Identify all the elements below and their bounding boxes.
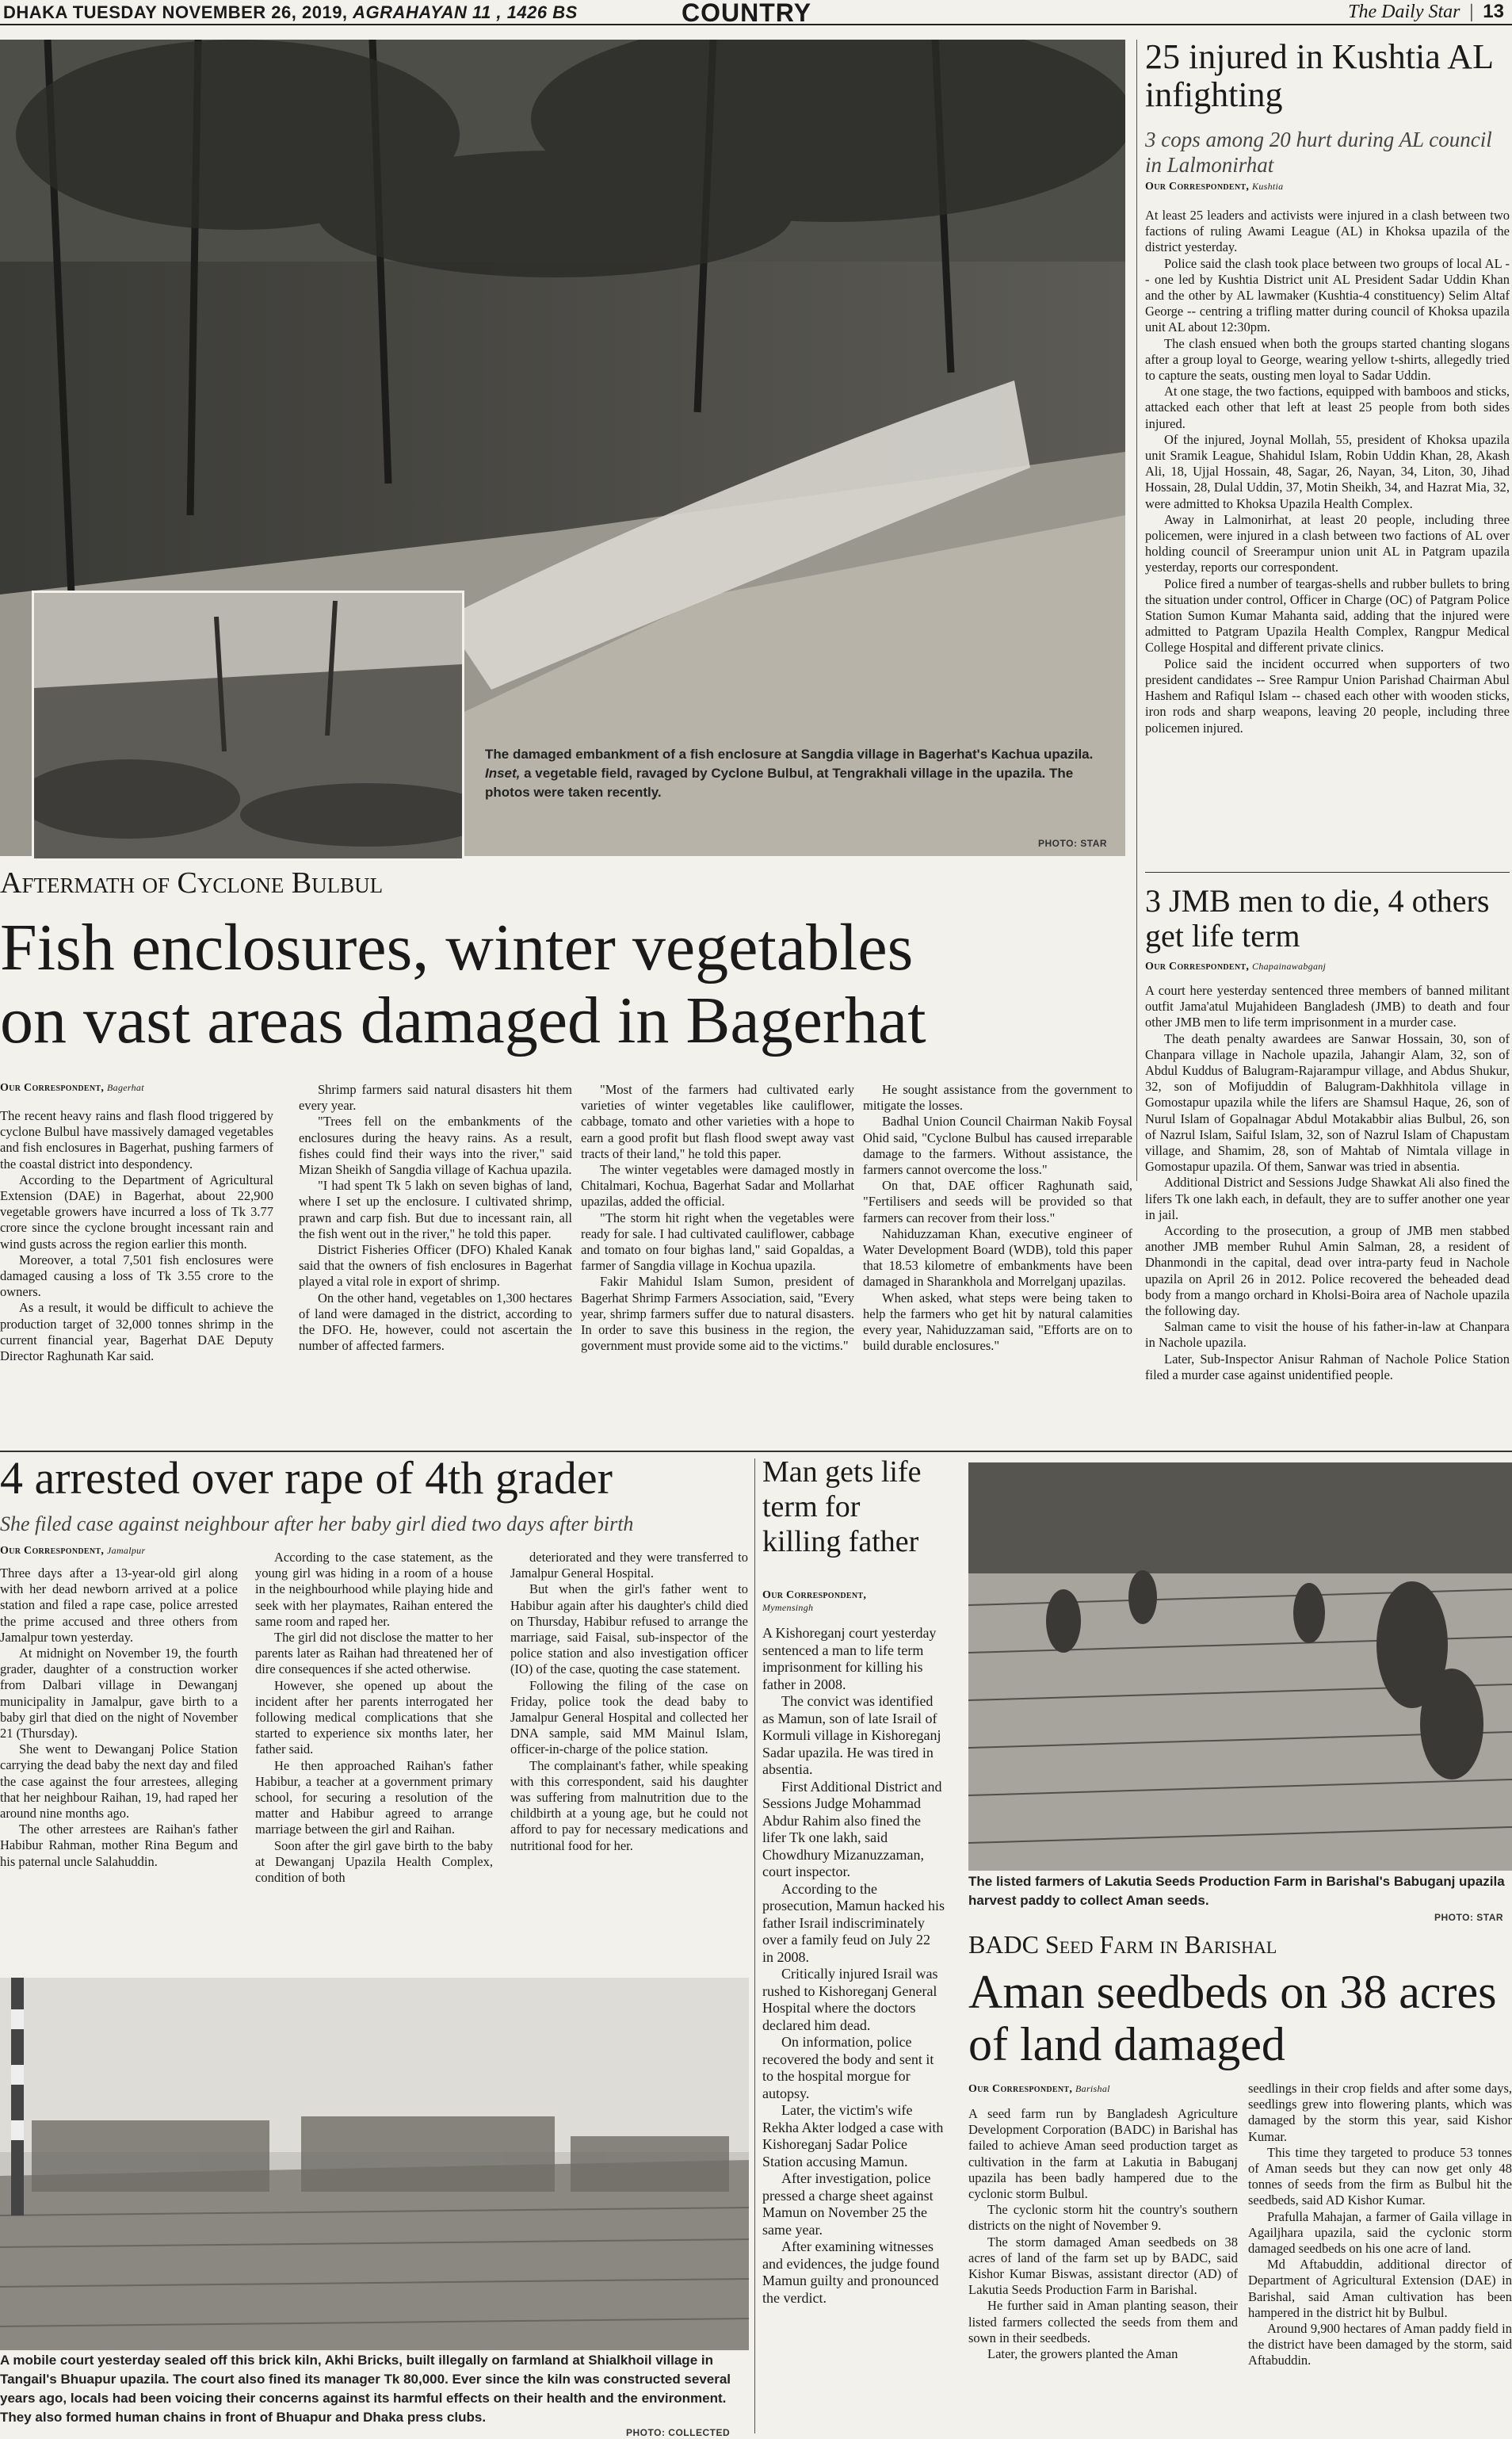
kushtia-byline: Our Correspondent, Kushtia: [1145, 181, 1284, 193]
page-header: [0, 0, 1512, 25]
fish-col-3: "Most of the farmers had cultivated early varieties of winter vegetables like cauliflower, cabbage, tomato and other varieties with a hope to earn a good profit but flash flood swept away vast tracts of their land," he told this paper. The winter vegetables were damaged mostly in Chitalmari, Kochua, Bagerhat Sadar and Mollarhat upazilas, added the official. "The storm hit right when the vegetables were ready for sale. I had cultivated cauliflower, cabbage and tomato on four bighas land," said Gopaldas, a farmer of Sangdia village in Kochua upazila. Fakir Mahidul Islam Sumon, president of Bagerhat Shrimp Farmers Association, said, "Every year, shrimp farmers suffer due to natural disasters. In order to save this business in the region, the government must provide some aid to the victims.": [581, 1082, 854, 1354]
column-divider: [754, 1458, 755, 2433]
badc-kicker: BADC Seed Farm in Barishal: [968, 1930, 1277, 1959]
father-byline: Our Correspondent, Mymensingh: [762, 1589, 867, 1613]
father-headline: Man gets life term for killing father: [762, 1455, 922, 1558]
fish-photo-caption: The damaged embankment of a fish enclosure at Sangdia village in Bagerhat's Kachua upazila. Inset, a vegetable field, ravaged by Cyclone Bulbul, at Tengrakhali village in the upazila. The photos were taken recently.: [485, 747, 1094, 800]
fish-col-2: Shrimp farmers said natural disasters hit them every year. "Trees fell on the embankments of the enclosures during the heavy rains. As a result, fishes could find their ways into the river," said Mizan Sheikh of Sangdia village of Kachua upazila. "I had spent Tk 5 lakh on seven bighas of land, where I set up the enclosure. I cultivated shrimp, prawn and carp fish. But due to incessant rain, all the fish went out in the river," he told this paper. District Fisheries Officer (DFO) Khaled Kanak said that the owners of fish enclosures in Bagerhat played a vital role in export of shrimp. On the other hand, vegetables on 1,300 hectares of land were damaged in the district, according to the DFO. He, however, could not ascertain the number of affected farmers.: [299, 1082, 572, 1354]
brick-kiln-photo: [0, 1978, 749, 2350]
rape-col-1: Three days after a 13-year-old girl along with her dead newborn arrived at a police station and filed a rape case, police arrested the prime accused and three others from Jamalpur town yesterday. At midnight on November 19, the fourth grader, daughter of a construction worker from Dalbari village in Dewanganj municipality in Jamalpur, gave birth to a baby girl that died on the night of November 21 (Thursday). She went to Dewanganj Police Station carrying the dead baby the next day and filed the case against the four arrestees, alleging that her neighbour Raihan, 19, had raped her around nine months ago. The other arrestees are Raihan's father Habibur Rahman, mother Rina Begum and his paternal uncle Salahuddin.: [0, 1565, 238, 1869]
jmb-byline: Our Correspondent, Chapainawabganj: [1145, 961, 1327, 973]
section-title: COUNTRY: [682, 0, 812, 27]
fish-col-1: The recent heavy rains and flash flood triggered by cyclone Bulbul have massively damaged vegetables and fish enclosures in Bagerhat, pushing farmers of the coastal district into despondency. According to the Department of Agricultural Extension (DAE) in Bagerhat, about 22,900 vegetable growers have incurred a loss of Tk 3.77 crore since the cyclone brought incessant rain and wind gusts across the region earlier this month. Moreover, a total 7,501 fish enclosures were damaged causing a loss of Tk 3.55 crore to the owners. As a result, it would be difficult to achieve the production target of 32,000 tonnes shrimp in the current financial year, Bagerhat DAE Deputy Director Raghunath Kar said.: [0, 1108, 273, 1364]
jmb-top-rule: [1145, 872, 1510, 873]
fish-headline: [0, 912, 1133, 1058]
badc-byline: Our Correspondent, Barishal: [968, 2083, 1110, 2095]
paddy-harvest-photo: [968, 1462, 1512, 1871]
paper-name: The Daily Star | 13: [1348, 1, 1504, 22]
badc-col-2: seedlings in their crop fields and after some days, seedlings grew into flowering plants, which was damaged by the storm this year, said Kishor Kumar. This time they targeted to produce 53 tonnes of Aman seeds but they can now get only 48 tonnes of seeds from the firm as Bulbul hit the seedbeds, said AD Kishor Kumar. Prafulla Mahajan, a farmer of Gaila village in Agailjhara upazila, said the cyclonic storm damaged seedbeds on his one acre of land. Md Aftabuddin, additional director of Department of Agricultural Extension (DAE) in Barishal, said Aman cultivation has been hampered in the district hit by Bulbul. Around 9,900 hectares of Aman paddy field in the district have been damaged by the storm, said Aftabuddin.: [1248, 2081, 1512, 2368]
fish-photo-credit: PHOTO: STAR: [1038, 838, 1108, 849]
fish-byline: Our Correspondent, Bagerhat: [0, 1082, 144, 1094]
kushtia-headline: 25 injured in Kushtia AL infighting: [1145, 37, 1493, 115]
paddy-credit: PHOTO: STAR: [1434, 1912, 1504, 1923]
rape-col-3: deteriorated and they were transferred to Jamalpur General Hospital. But when the girl's father went to Habibur again after his daughter's child died on Thursday, Habibur refused to arrange the marriage, said Faisal, sub-inspector of the police station and also investigation officer (IO) of the case, quoting the case statement. Following the filing of the case on Friday, police took the dead baby to Jamalpur General Hospital and collected her DNA sample, said MM Mainul Islam, officer-in-charge of the police station. The complainant's father, while speaking with this correspondent, said his daughter was suffering from malnutrition due to the childbirth at a young age, but he could not afford to pay for necessary medications and nutritional food for her.: [510, 1550, 748, 1853]
dateline-text: DHAKA TUESDAY NOVEMBER 26, 2019,: [3, 2, 348, 22]
kushtia-deck: 3 cops among 20 hurt during AL council in Lalmonirhat: [1145, 128, 1492, 177]
rape-deck: She filed case against neighbour after her baby girl died two days after birth: [0, 1512, 634, 1535]
inset-vegetable-field-photo: [32, 591, 464, 861]
rape-headline: 4 arrested over rape of 4th grader: [0, 1452, 613, 1504]
fish-headline-line1: Fish enclosures, winter vegetables: [0, 911, 914, 984]
kiln-credit: PHOTO: COLLECTED: [626, 2427, 731, 2438]
paper-logo-text: The Daily Star: [1348, 2, 1460, 22]
paddy-caption: The listed farmers of Lakutia Seeds Production Farm in Barishal's Babuganj upazila harvest paddy to collect Aman seeds.: [968, 1874, 1505, 1908]
dateline: [3, 2, 578, 23]
kushtia-body: At least 25 leaders and activists were injured in a clash between two factions of ruling Awami League (AL) in Khoksa upazila of the district yesterday. Police said the clash took place between two groups of local AL -- one led by Kushtia District unit AL President Sadar Uddin Khan and the other by AL lawmaker (Kushtia-4 constituency) Selim Altaf George -- centring a trifling matter during council of Khoksa upazila unit AL about 12:30pm. The clash ensued when both the groups started chanting slogans after a group loyal to George, wearing yellow t-shirts, allegedly tried to capture the seats, ousting men loyal to Sadar Uddin. At one stage, the two factions, equipped with bamboos and sticks, attacked each other that left at least 25 people from both sides injured. Of the injured, Joynal Mollah, 55, president of Khoksa upazila unit Sramik League, Shahidul Islam, Robin Uddin Khan, 28, Akash Ali, 18, Ujjal Hossain, 48, Sagar, 26, Nayan, 34, Liton, 30, Jihad Hossain, 28, Dulal Uddin, 37, Motin Sheikh, 34, and Hazrat Mia, 32, were admitted to Khoksa Upazila Health Complex. Away in Lalmonirhat, at least 20 people, including three policemen, were injured in a clash between two factions of AL over holding council of Sreerampur union unit AL in Patgram upazila yesterday, reports our correspondent. Police fired a number of teargas-shells and rubber bullets to bring the situation under control, Officer in Charge (OC) of Patgram Police Station Sumon Kumar Mahanta said, adding that the injured were admitted to Patgram Upazila Health Complex, Rangpur Medical College Hospital and different private clinics. Police said the incident occurred when supporters of two president candidates -- Sree Rampur Union Parishad Chairman Abul Hashem and Rafiqul Islam -- chased each other with wooden sticks, iron rods and sharp weapons, leaving 20 people, including three policemen injured.: [1145, 208, 1510, 736]
fish-kicker: Aftermath of Cyclone Bulbul: [0, 866, 384, 900]
badc-headline: Aman seedbeds on 38 acres of land damaged: [968, 1966, 1497, 2070]
bangla-date: AGRAHAYAN 11 , 1426 BS: [353, 2, 578, 22]
column-divider: [1136, 40, 1137, 1181]
badc-col-1: A seed farm run by Bangladesh Agriculture Development Corporation (BADC) in Barishal has failed to achieve Aman seed production target as cultivation in the farm at Lakutia in Babuganj upazila has been badly hampered due to the cyclonic storm Bulbul. The cyclonic storm hit the country's southern districts on the night of November 9. The storm damaged Aman seedbeds on 38 acres of land of the farm set up by BADC, said Kishor Kumar Biswas, assistant director (AD) of Lakutia Seeds Production Farm in Barishal. He further said in Aman planting season, their listed farmers collected the seeds from them and sown in their seedbeds. Later, the growers planted the Aman: [968, 2106, 1238, 2362]
rape-byline: Our Correspondent, Jamalpur: [0, 1545, 146, 1557]
page-number: 13: [1483, 1, 1504, 22]
father-body: A Kishoreganj court yesterday sentenced a man to life term imprisonment for killing his father in 2008. The convict was identified as Mamun, son of late Israil of Kormuli village in Kishoreganj Sadar upazila. He was tired in absentia. First Additional District and Sessions Judge Mohammad Abdur Rahim also fined the lifer Tk one lakh, said Chowdhury Mizanuzzaman, court inspector. According to the prosecution, Mamun hacked his father Israil indiscriminately over a family feud on July 22 in 2008. Critically injured Israil was rushed to Kishoreganj General Hospital where the doctors declared him dead. On information, police recovered the body and sent it to the hospital morgue for autopsy. Later, the victim's wife Rekha Akter lodged a case with Kishoreganj Sadar Police Station accusing Mamun. After investigation, police pressed a charge sheet against Mamun on November 25 the same year. After examining witnesses and evidences, the judge found Mamun guilty and pronounced the verdict.: [762, 1625, 945, 2306]
kiln-caption: A mobile court yesterday sealed off this brick kiln, Akhi Bricks, built illegally on farmland at Shialkhoil village in Tangail's Bhuapur upazila. The court also fined its manager Tk 80,000. Ever since the kiln was constructed several years ago, locals had been voicing their concerns against its harmful effects on their health and the environment. They also formed human chains in front of Bhuapur and Dhaka press clubs.: [0, 2353, 731, 2425]
fish-col-4: He sought assistance from the government to mitigate the losses. Badhal Union Council Chairman Nakib Foysal Ohid said, "Cyclone Bulbul has caused irreparable damage to the farmers. Without assistance, the farmers cannot overcome the loss." On that, DAE officer Raghunath said, "Fertilisers and seeds will be provided so that farmers can recover from their loss." Nahiduzzaman Khan, executive engineer of Water Development Board (WDB), told this paper that 18.53 kilometre of embankments have been damaged in Sharankhola and Morrelganj upazilas. When asked, what steps were being taken to help the farmers who get hit by natural calamities every year, Nahiduzzaman said, "Efforts are on to build durable enclosures.": [863, 1082, 1132, 1354]
jmb-headline: 3 JMB men to die, 4 others get life term: [1145, 883, 1490, 954]
fish-headline-line2: on vast areas damaged in Bagerhat: [0, 984, 926, 1058]
rape-col-2: According to the case statement, as the young girl was hiding in a room of a house in the neighbourhood while playing hide and seek with her playmates, Raihan entered the same room and raped her. The girl did not disclose the matter to her parents later as Raihan had threatened her of dire consequences if she acted otherwise. However, she opened up about the incident after her parents interrogated her following medical complications that she started to experience six months later, her father said. He then approached Raihan's father Habibur, a teacher at a government primary school, for securing a resolution of the matter and Habibur agreed to arrange marriage between the girl and Raihan. Soon after the girl gave birth to the baby at Dewanganj Upazila Health Complex, condition of both: [255, 1550, 493, 1886]
jmb-body: A court here yesterday sentenced three members of banned militant outfit Jama'atul Mujahideen Bangladesh (JMB) to death and four other JMB men to life term imprisonment in a murder case. The death penalty awardees are Sanwar Hossain, 30, son of Chanpara village in Nachole upazila, Jahangir Alam, 32, son of Abdul Kuddus of Balugram-Rajarampur village, and Abdus Shukur, 32, son of Mofijuddin of Balugram-Dakhhitola village in Gomostapur upazila while the lifers are Shamsul Haque, 26, son of Nurul Islam of Gopalnagar Abdul Motakabbir alias Bulbul, 26, son of Nazrul Islam, Saiful Islam, 32, son of Nazrul Islam of Chapustam village, and Shamim, 28, son of Mahtab of Nimtala village in Gomostapur upazila. Of them, Sanwar was tried in absentia. Additional District and Sessions Judge Shawkat Ali also fined the lifers Tk one lakh each, in default, they are to suffer another one year in jail. According to the prosecution, a group of JMB men stabbed another JMB member Ruhul Amin Salman, 28, a resident of Dhanmondi in the capital, dead over intra-party feud in Nachole upazila on April 26 in 2012. Police recovered the beheaded dead body from a mango orchard in Kholsi-Boira area of Nachole upazila the following day. Salman came to visit the house of his father-in-law at Chanpara in Nachole upazila. Later, Sub-Inspector Anisur Rahman of Nachole Police Station filed a murder case against unidentified people.: [1145, 983, 1510, 1382]
